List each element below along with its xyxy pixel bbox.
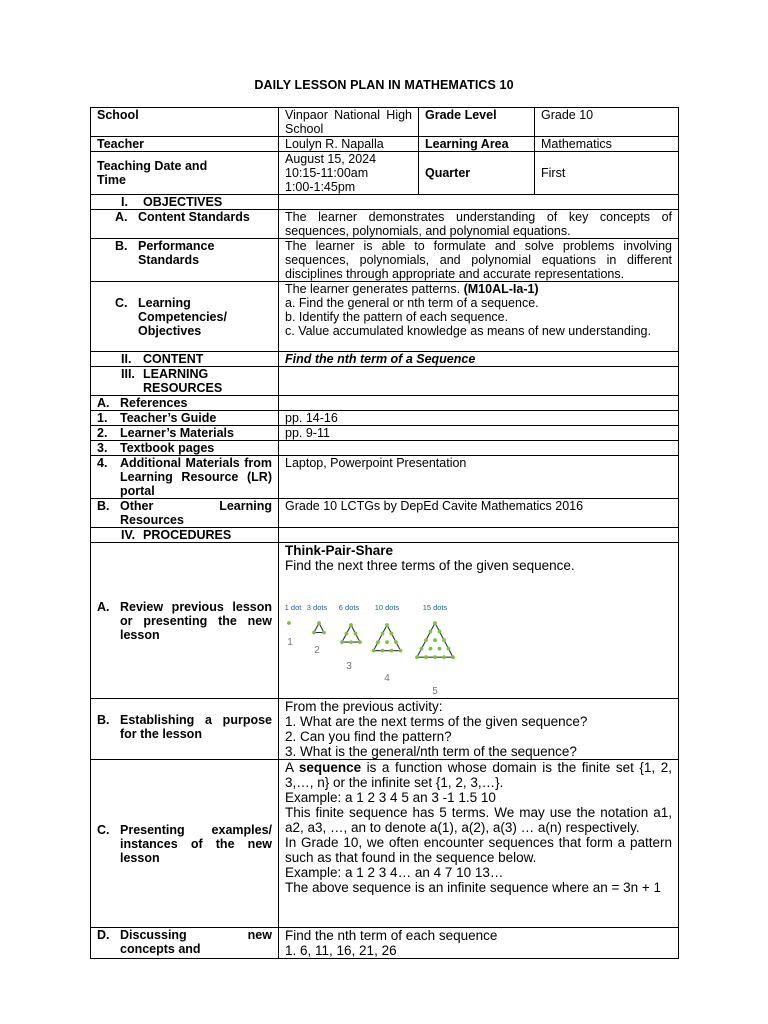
purpose-line-4: 3. What is the general/nth term of the sequence?: [285, 744, 577, 759]
dot-caption: 10 dots: [374, 603, 400, 612]
procedures-heading-row: [91, 528, 679, 543]
content-marker: II.: [121, 352, 132, 366]
dot: [399, 649, 403, 653]
dot-caption: 1 dot: [285, 603, 302, 612]
dot: [381, 649, 385, 653]
presenting-examples-row: [91, 760, 679, 928]
finite-sequence-note: This finite sequence has 5 terms. We may use the notation a1, a2, a3, …, an to denote a(1), a(2), a(3) … a(n) respectively.: [285, 805, 672, 835]
content-row: [91, 352, 679, 367]
procedures-marker: IV.: [121, 528, 136, 542]
quarter-value: First: [535, 152, 679, 195]
dot: [317, 621, 321, 625]
procedures-heading: [91, 528, 279, 543]
textbook-pages-marker: 3.: [97, 441, 108, 455]
example-2: Example: a 1 2 3 4… an 4 7 10 13…: [285, 865, 504, 880]
grade-level-label: Grade Level: [419, 108, 535, 137]
competency-code: (M10AL-Ia-1): [463, 282, 539, 296]
dot: [447, 647, 451, 651]
dot: [390, 649, 394, 653]
objectives-heading-row: [91, 195, 679, 210]
content-standards-value: The learner demonstrates understanding of key concepts of sequences, polynomials, and polynomial equations.: [279, 210, 679, 239]
dot-caption: 15 dots: [422, 603, 448, 612]
school-value: Vinpaor National High School: [279, 108, 419, 137]
learning-resources-title: LEARNING RESOURCES: [143, 367, 223, 395]
dot: [349, 640, 353, 644]
discussing-value: [279, 928, 679, 959]
dot: [345, 632, 349, 636]
learners-materials-value: pp. 9-11: [279, 426, 679, 441]
dot: [322, 631, 326, 635]
objectives-title: OBJECTIVES: [143, 195, 223, 209]
dot: [287, 621, 291, 625]
learners-materials-marker: 2.: [97, 426, 108, 440]
term-number: 3: [346, 661, 352, 672]
triangle-outline: [374, 625, 401, 651]
other-resources-text: Other Learning Resources: [120, 499, 272, 527]
content-standards-text: Content Standards: [138, 210, 250, 224]
dot: [358, 640, 362, 644]
term-number: 1: [287, 637, 293, 648]
dot: [376, 640, 380, 644]
dot: [415, 655, 419, 659]
grade-level-value: Grade 10: [535, 108, 679, 137]
dot: [385, 640, 389, 644]
date-line: August 15, 2024: [285, 152, 377, 166]
competency-item-b: b. Identify the pattern of each sequence.: [285, 310, 509, 324]
presenting-examples-label: [91, 760, 279, 928]
textbook-pages-row: [91, 441, 679, 456]
learning-resources-row: [91, 367, 679, 396]
teachers-guide-text: Teacher’s Guide: [120, 411, 217, 425]
competency-item-a: a. Find the general or nth term of a sequence.: [285, 296, 539, 310]
review-marker: A.: [97, 599, 110, 614]
dot: [433, 638, 437, 642]
definition-text: is a function whose domain is the finite set {1, 2, 3,…, n} or the infinite set {1, 2, 3,…}.: [285, 760, 672, 790]
discussing-row: [91, 928, 679, 959]
performance-standards-marker: B.: [115, 239, 128, 253]
teacher-label: Teacher: [91, 137, 279, 152]
grade-10-note: In Grade 10, we often encounter sequences that form a pattern such as that found in the sequence below.: [285, 835, 672, 865]
term-number: 2: [314, 645, 320, 656]
dot: [451, 655, 455, 659]
dot: [429, 647, 433, 651]
dot: [433, 655, 437, 659]
lesson-plan-table: [90, 107, 679, 959]
procedures-heading-empty: [279, 528, 679, 543]
performance-standards-value: The learner is able to formulate and solve problems involving sequences, polynomials, and polynomial equations in different disciplines through appropriate and accurate representations.: [279, 239, 679, 282]
objectives-heading-empty: [279, 195, 679, 210]
sequence-definition: [285, 760, 672, 790]
competency-intro: The learner generates patterns.: [285, 282, 461, 296]
learning-competencies-text: Learning Competencies/ Objectives: [138, 295, 227, 338]
content-standards-row: [91, 210, 679, 239]
dot: [372, 649, 376, 653]
content-heading: [91, 352, 279, 367]
presenting-examples-value: [279, 760, 679, 928]
references-row: [91, 396, 679, 411]
teaching-date-row: [91, 152, 679, 195]
references-label: [91, 396, 279, 411]
review-label: [91, 543, 279, 699]
dot: [312, 631, 316, 635]
dot: [381, 632, 385, 636]
additional-materials-marker: 4.: [97, 456, 108, 470]
learning-resources-heading: [91, 367, 279, 396]
purpose-row: [91, 699, 679, 760]
dot: [429, 630, 433, 634]
learners-materials-text: Learner’s Materials: [120, 426, 234, 440]
presenting-examples-marker: C.: [97, 822, 110, 837]
dot-caption: 3 dots: [306, 603, 328, 612]
time-line-1: 10:15-11:00am: [285, 166, 369, 180]
purpose-marker: B.: [97, 713, 110, 727]
procedures-title: PROCEDURES: [143, 528, 232, 542]
review-text: Review previous lesson or presenting the new lesson: [120, 599, 272, 642]
review-instruction: Find the next three terms of the given sequence.: [285, 558, 575, 573]
dot: [433, 621, 437, 625]
content-standards-marker: A.: [115, 210, 128, 224]
dot: [385, 623, 389, 627]
textbook-pages-text: Textbook pages: [120, 441, 215, 455]
teacher-value: Loulyn R. Napalla: [279, 137, 419, 152]
infinite-sequence-note: The above sequence is an infinite sequence where an = 3n + 1: [285, 880, 662, 895]
discussing-line-1: Find the nth term of each sequence: [285, 928, 498, 943]
triangular-dots-svg: [285, 601, 485, 695]
dot: [390, 632, 394, 636]
learners-materials-row: [91, 426, 679, 441]
dot-caption: 6 dots: [338, 603, 360, 612]
learning-area-label: Learning Area: [419, 137, 535, 152]
school-row: [91, 108, 679, 137]
content-title: CONTENT: [143, 352, 204, 366]
dot: [424, 638, 428, 642]
document-title: DAILY LESSON PLAN IN MATHEMATICS 10: [254, 78, 514, 92]
purpose-line-1: From the previous activity:: [285, 699, 443, 714]
teaching-date-value: [279, 152, 419, 195]
dot: [442, 655, 446, 659]
other-resources-label: [91, 499, 279, 528]
learning-competencies-marker: C.: [115, 295, 128, 310]
term-number: 4: [384, 673, 390, 684]
learning-resources-empty: [279, 367, 679, 396]
time-line-2: 1:00-1:45pm: [285, 180, 356, 194]
learning-resources-marker: III.: [121, 367, 135, 381]
competency-item-c: c. Value accumulated knowledge as means of new understanding.: [285, 324, 651, 338]
dot: [442, 638, 446, 642]
other-resources-marker: B.: [97, 499, 110, 513]
think-pair-share-title: Think-Pair-Share: [285, 543, 394, 558]
references-text: References: [120, 396, 188, 410]
discussing-text: Discussing new concepts and: [120, 928, 272, 956]
dot: [340, 640, 344, 644]
textbook-pages-empty: [279, 441, 679, 456]
term-number: 5: [432, 686, 438, 695]
teaching-date-label: Teaching Date and Time: [91, 152, 279, 195]
purpose-line-3: 2. Can you find the pattern?: [285, 729, 452, 744]
quarter-label: Quarter: [419, 152, 535, 195]
dot: [354, 632, 358, 636]
purpose-value: [279, 699, 679, 760]
dot: [394, 640, 398, 644]
dot: [349, 623, 353, 627]
other-resources-row: [91, 499, 679, 528]
references-marker: A.: [97, 396, 110, 410]
teachers-guide-label: [91, 411, 279, 426]
purpose-text: Establishing a purpose for the lesson: [120, 713, 272, 741]
teachers-guide-value: pp. 14-16: [279, 411, 679, 426]
content-value: Find the nth term of a Sequence: [279, 352, 679, 367]
performance-standards-text: Performance Standards: [138, 239, 215, 267]
discussing-label: [91, 928, 279, 959]
definition-prefix: A: [285, 760, 294, 775]
teacher-row: [91, 137, 679, 152]
teachers-guide-marker: 1.: [97, 411, 108, 425]
dot: [420, 647, 424, 651]
presenting-examples-text: Presenting examples/ instances of the new lesson: [120, 822, 272, 865]
dot: [424, 655, 428, 659]
example-1: Example: a 1 2 3 4 5 an 3 -1 1.5 10: [285, 790, 496, 805]
learning-competencies-row: [91, 282, 679, 352]
review-value: [279, 543, 679, 699]
performance-standards-row: [91, 239, 679, 282]
purpose-label: [91, 699, 279, 760]
additional-materials-row: [91, 456, 679, 499]
discussing-line-2: 1. 6, 11, 16, 21, 26: [285, 943, 397, 958]
additional-materials-label: [91, 456, 279, 499]
dot: [438, 630, 442, 634]
definition-term: sequence: [298, 760, 362, 775]
textbook-pages-label: [91, 441, 279, 456]
triangular-dots-figure: [285, 601, 672, 698]
additional-materials-text: Additional Materials from Learning Resource (LR) portal: [120, 456, 272, 498]
references-empty: [279, 396, 679, 411]
content-standards-label: [91, 210, 279, 239]
additional-materials-value: Laptop, Powerpoint Presentation: [279, 456, 679, 499]
teachers-guide-row: [91, 411, 679, 426]
learning-competencies-value: [279, 282, 679, 352]
other-resources-value: Grade 10 LCTGs by DepEd Cavite Mathematics 2016: [279, 499, 679, 528]
performance-standards-label: [91, 239, 279, 282]
learning-area-value: Mathematics: [535, 137, 679, 152]
school-label: School: [91, 108, 279, 137]
learning-competencies-label: [91, 282, 279, 352]
objectives-heading: [91, 195, 279, 210]
dot: [438, 647, 442, 651]
review-row: [91, 543, 679, 699]
discussing-marker: D.: [97, 928, 110, 942]
learners-materials-label: [91, 426, 279, 441]
objectives-marker: I.: [121, 195, 128, 209]
purpose-line-2: 1. What are the next terms of the given sequence?: [285, 714, 588, 729]
